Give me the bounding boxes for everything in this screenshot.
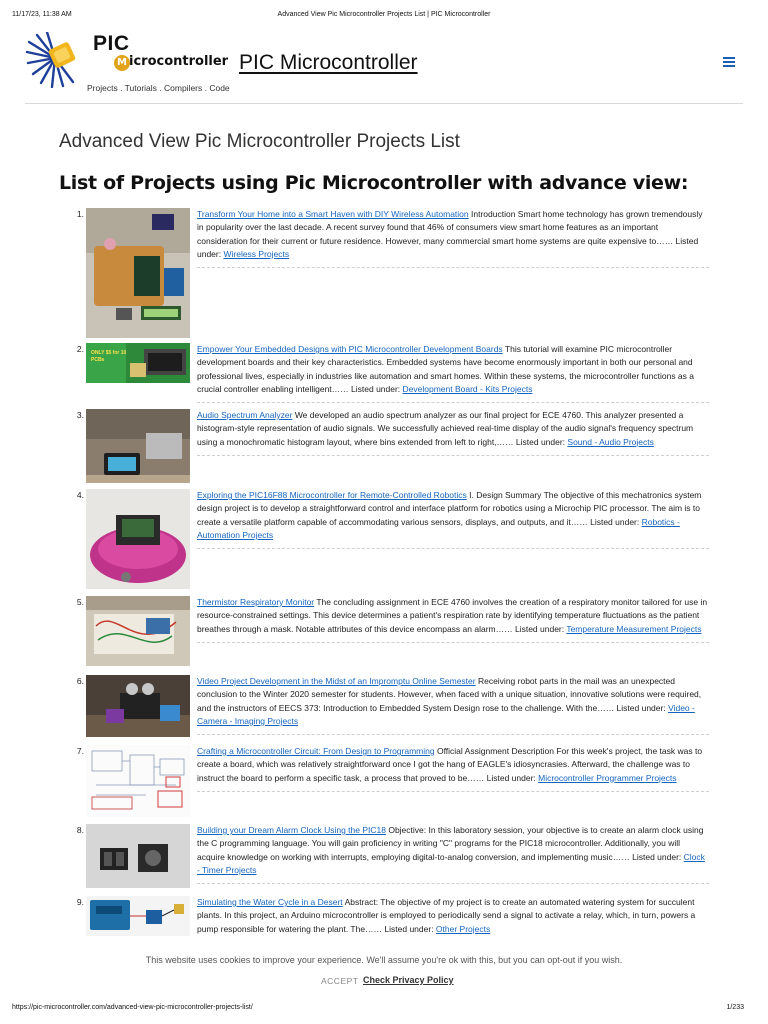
list-number: 3. [76,410,84,420]
logo-microcontroller-text: M icrocontroller [114,54,228,71]
project-title-link[interactable]: Exploring the PIC16F88 Microcontroller for Remote-Controlled Robotics [197,490,467,500]
print-header [0,11,768,23]
project-thumbnail[interactable] [86,489,190,589]
project-thumbnail[interactable] [86,596,190,666]
project-category-link[interactable]: Development Board - Kits Projects [402,383,533,394]
project-description: Transform Your Home into a Smart Haven with DIY Wireless Automation Introduction Smart home technology has grown tremendously in popularity over the last decade. A recent survey found that 46% of consumers view smart home features as an important consideration for their current or future residence. However, many commercial smart home systems are quite expensive to…… Listed under: Wireless Projects [197,208,709,268]
print-datetime: 11/17/23, 11:38 AM [12,11,72,18]
list-number: 5. [76,597,84,607]
project-description: Crafting a Microcontroller Circuit: From Design to Programming Official Assignment Description For this week's project, the task was to create a board, which was relatively straightforward once I got the hang of EAGLE's idiosyncrasies. Afterward, the challenge was to instruct the board to perform a specific task, a process that proved to be…… Listed under: Microcontroller Programmer Projects [197,745,709,792]
thumb-badge: ONLY $5 for 10 PCBs [91,350,127,363]
print-page-number: 1/233 [726,1004,744,1011]
project-category-link[interactable]: Video - Camera - Imaging Projects [197,702,695,726]
site-title-link[interactable]: PIC Microcontroller [239,51,418,74]
project-title-link[interactable]: Video Project Development in the Midst of an Impromptu Online Semester [197,676,476,686]
project-description: Audio Spectrum Analyzer We developed an audio spectrum analyzer as our final project for ECE 4760. This analyzer presented a histogram-style representation of audio signals. We successfully achieved real-time display of the audio signal's frequency spectrum using a monochromatic histogram layout, where bins extended from left to right,…… Listed under: Sound - Audio Projects [197,409,709,456]
project-description: Empower Your Embedded Designs with PIC Microcontroller Development Boards This tutorial will examine PIC microcontroller development boards and their key characteristics. Embedded systems have become enormously important in both our personal and professional lives, especially in industries like automation and smart homes. Within these systems, the microcontroller functions as a crucial controller enabling intelligent…… Listed under: Development Board - Kits Projects [197,343,709,403]
project-thumbnail[interactable] [86,343,190,383]
project-thumbnail[interactable] [86,745,190,817]
project-title-link[interactable]: Simulating the Water Cycle in a Desert [197,897,343,907]
list-number: 8. [76,825,84,835]
project-description: Exploring the PIC16F88 Microcontroller for Remote-Controlled Robotics I. Design Summary The objective of this mechatronics system design project is to develop a straightforward control and interface platform for robotics using a Microchip PIC processor. The aim is to create a versatile platform capable of accommodating various sensors, displays, and outputs, and it…… Listed under: Robotics - Automation Projects [197,489,709,549]
project-category-link[interactable]: Clock - Timer Projects [197,851,705,875]
project-description: Simulating the Water Cycle in a Desert Abstract: The objective of my project is to create an automated watering system for succulent plants. In this project, an Arduino microcontroller is employed to periodically send a signal to activate a relay, which, in turn, powers a pump responsible for watering the plant. The…… Listed under: Other Projects [197,897,696,934]
page-title: Advanced View Pic Microcontroller Projects List [59,131,460,152]
privacy-policy-link[interactable]: Check Privacy Policy [363,975,454,985]
project-description: Video Project Development in the Midst of an Impromptu Online Semester Receiving robot parts in the mail was an unexpected conclusion to the Winter 2020 semester for students. However, when faced with a unique situation, innovative solutions were required, and the instructors of EECS 373: Introduction to Embedded System Design rose to the challenge. With the…… Listed under: Video - Camera - Imaging Projects [197,675,709,735]
cookie-banner [0,949,768,995]
sun-logo-icon [25,32,89,88]
project-category-link[interactable]: Temperature Measurement Projects [566,623,702,634]
cookie-message: This website uses cookies to improve your experience. We'll assume you're ok with this, but you can opt-out if you wish. [145,955,623,965]
list-heading: List of Projects using Pic Microcontroller with advance view: [59,172,689,194]
project-category-link[interactable]: Wireless Projects [223,248,290,259]
project-title-link[interactable]: Audio Spectrum Analyzer [197,410,293,420]
logo-tagline: Projects . Tutorials . Compilers . Code [87,83,230,93]
site-header [25,30,743,104]
project-thumbnail[interactable] [86,208,190,338]
list-number: 2. [76,344,84,354]
hamburger-icon[interactable] [723,57,735,67]
list-number: 4. [76,490,84,500]
list-number: 9. [76,897,84,907]
project-description: Building your Dream Alarm Clock Using the PIC18 Objective: In this laboratory session, your objective is to create an alarm clock using the C programming language. You will gain proficiency in writing "C" programs for the PIC18 microcontroller. Additionally, you will acquire knowledge on working with interrupts, employing digital-to-analog conversion, and implementing music…… Listed under: Clock - Timer Projects [197,824,709,884]
project-title-link[interactable]: Transform Your Home into a Smart Haven with DIY Wireless Automation [197,209,469,219]
project-title-link[interactable]: Empower Your Embedded Designs with PIC Microcontroller Development Boards [197,344,503,354]
logo-pic-text: PIC [93,32,130,55]
project-thumbnail[interactable] [86,409,190,483]
list-number: 1. [76,209,84,219]
project-description: Thermistor Respiratory Monitor The concluding assignment in ECE 4760 involves the creation of a respiratory monitor tailored for use in resource-constrained settings. This device determines a patient's respiration rate by identifying temperature fluctuations as the patient breathes through a mask. Notable attributes of this device encompass an alarm…… Listed under: Temperature Measurement Projects [197,596,709,643]
print-title: Advanced View Pic Microcontroller Projects List | PIC Microcontroller [277,11,491,18]
project-category-link[interactable]: Robotics - Automation Projects [197,516,680,540]
project-thumbnail[interactable] [86,824,190,888]
project-thumbnail[interactable] [86,675,190,737]
project-category-link[interactable]: Other Projects [435,923,491,934]
site-logo[interactable] [25,30,235,96]
accept-button[interactable]: ACCEPT [321,976,359,986]
project-category-link[interactable]: Microcontroller Programmer Projects [538,772,677,783]
project-title-link[interactable]: Crafting a Microcontroller Circuit: From Design to Programming [197,746,435,756]
project-thumbnail[interactable] [86,896,190,936]
project-category-link[interactable]: Sound - Audio Projects [567,436,654,447]
print-url: https://pic-microcontroller.com/advanced-view-pic-microcontroller-projects-list/ [12,1004,253,1011]
project-title-link[interactable]: Thermistor Respiratory Monitor [197,597,315,607]
project-title-link[interactable]: Building your Dream Alarm Clock Using the PIC18 [197,825,386,835]
list-number: 7. [76,746,84,756]
list-number: 6. [76,676,84,686]
